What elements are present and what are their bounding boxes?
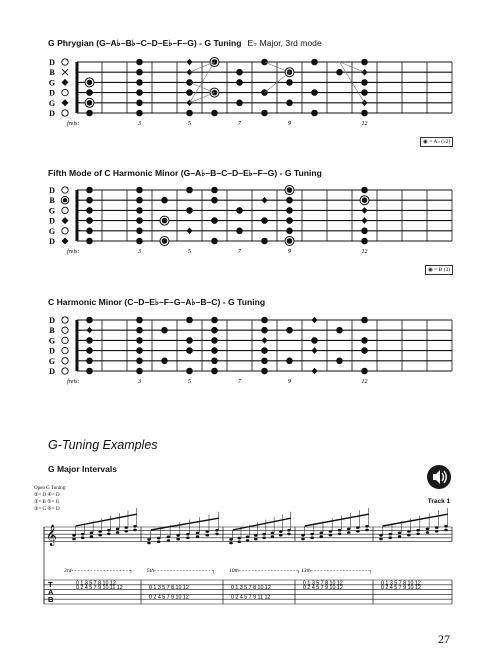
note-head [398, 532, 402, 535]
note-diamond [312, 368, 318, 375]
note-dot [311, 337, 318, 344]
note-dot [186, 89, 193, 96]
speaker-icon [425, 463, 453, 491]
note-dot [261, 110, 268, 117]
tuning-line-1: ①= D ④= D [34, 493, 60, 498]
tuning-line-3: ③= G ⑥= D [34, 507, 60, 512]
note-head [310, 533, 314, 536]
fretboard-1 [49, 58, 452, 128]
open-string-marker [62, 358, 68, 364]
beam [76, 514, 137, 526]
diagram-1-title: G Phrygian (G–A♭–B♭–C–D–E♭–F–G) - G Tuning E♭ Major, 3rd mode [48, 38, 322, 48]
note-head [444, 525, 448, 528]
note-head [133, 529, 137, 532]
note-head [124, 530, 128, 533]
note-dot [211, 187, 218, 194]
tab-letter: B [48, 595, 54, 604]
note-dot [286, 217, 293, 224]
open-string-marker [62, 217, 69, 224]
note-dot [186, 317, 193, 324]
note-head [147, 542, 151, 545]
note-dot [236, 228, 243, 235]
note-dot [161, 327, 168, 334]
note-head [72, 538, 76, 541]
note-dot [361, 317, 368, 324]
note-dot [361, 59, 368, 66]
tuning-heading: Open G Tuning: [34, 486, 67, 491]
highlight-dot [362, 197, 368, 203]
tab-fret-numbers: 0 2 4 5 7 9 10 11 12 [76, 585, 123, 592]
note-head [301, 538, 305, 541]
note-dot [261, 358, 268, 365]
ottava-mark: 13th- - - - - - - - - - - - - - - - - - ┐ [301, 568, 373, 574]
note-dot [86, 368, 93, 375]
tab-fret-numbers: 0 1 3 5 7 8 10 12 [381, 580, 421, 587]
note-head [310, 536, 314, 539]
open-string-marker [62, 238, 69, 245]
diagram-2-title: Fifth Mode of C Harmonic Minor (G–A♭–B–C–D–E♭–F–G) - G Tuning [48, 168, 322, 178]
note-head [319, 532, 323, 535]
note-head [287, 529, 291, 532]
note-dot [136, 69, 143, 76]
note-head [301, 534, 305, 537]
fret-number: 12 [361, 121, 368, 127]
note-dot [361, 89, 368, 96]
note-head [116, 528, 120, 531]
ottava-mark: 10th- - - - - - - - - - - - - - - - - - ┐ [229, 568, 301, 574]
fret-number: 9 [288, 121, 291, 127]
track-label: Track 1 [427, 498, 451, 505]
note-dot [211, 197, 218, 204]
note-dot [286, 327, 293, 334]
note-dot [261, 317, 268, 324]
note-head [246, 536, 250, 539]
fretboard-3 [49, 316, 452, 385]
note-head [167, 539, 171, 542]
open-string-marker [62, 317, 68, 323]
note-dot [311, 110, 318, 117]
note-head [196, 532, 200, 535]
tab-fret-numbers: 0 1 3 5 7 8 10 12 [149, 585, 189, 592]
note-diamond [87, 327, 93, 334]
note-diamond [187, 228, 193, 235]
note-dot [86, 89, 93, 96]
diagram-2-legend: ◉ = B (3) [425, 265, 453, 275]
note-head [435, 526, 439, 529]
note-dot [86, 238, 93, 245]
note-head [416, 529, 420, 532]
note-head [229, 538, 233, 541]
note-dot [211, 317, 218, 324]
open-string-marker [62, 187, 68, 193]
note-dot [286, 207, 293, 214]
note-head [407, 534, 411, 537]
fret-number: 9 [288, 249, 291, 255]
note-head [237, 537, 241, 540]
note-dot [86, 317, 93, 324]
fret-number: 3 [138, 121, 141, 127]
note-head [186, 533, 190, 536]
note-head [116, 531, 120, 534]
note-dot [86, 187, 93, 194]
tab-fret-numbers: 0 2 4 5 7 9 11 12 [231, 594, 271, 601]
note-dot [286, 197, 293, 204]
frets-label: frets: [67, 121, 80, 127]
tab-letter: T [48, 580, 53, 589]
note-head [319, 535, 323, 538]
note-dot [86, 337, 93, 344]
ottava-mark: 5th- - - - - - - - - - - - - - - - - - ┐ [147, 568, 216, 574]
note-dot [136, 238, 143, 245]
note-diamond [312, 317, 318, 324]
note-dot [136, 358, 143, 365]
note-head [205, 534, 209, 537]
note-head [338, 533, 342, 536]
note-head [81, 533, 85, 536]
note-dot [236, 100, 243, 107]
string-label: G [48, 336, 56, 346]
beam [305, 514, 369, 526]
note-dot [211, 327, 218, 334]
note-diamond [187, 59, 193, 66]
string-label: G [48, 98, 56, 108]
note-head [72, 534, 76, 537]
tab-fret-numbers: 0 2 4 5 7 9 10 12 [381, 585, 421, 592]
note-head [329, 534, 333, 537]
note-head [167, 536, 171, 539]
note-head [388, 536, 392, 539]
note-head [407, 530, 411, 533]
note-head [176, 538, 180, 541]
note-head [388, 533, 392, 536]
open-string-marker [62, 207, 68, 213]
note-dot [311, 59, 318, 66]
note-head [329, 530, 333, 533]
open-string-marker [62, 347, 68, 353]
note-head [176, 534, 180, 537]
note-head [271, 532, 275, 535]
note-dot [286, 79, 293, 86]
string-label: G [48, 78, 56, 88]
note-dot [136, 197, 143, 204]
string-label: D [49, 216, 55, 226]
fret-number: 5 [188, 379, 191, 385]
note-head [90, 535, 94, 538]
note-dot [136, 79, 143, 86]
diagram-1-subtitle: E♭ Major, 3rd mode [247, 38, 322, 48]
note-dot [236, 79, 243, 86]
note-dot [136, 317, 143, 324]
note-dot [161, 197, 168, 204]
note-head [271, 535, 275, 538]
fret-number: 7 [238, 249, 241, 255]
string-label: D [49, 237, 55, 246]
note-dot [86, 347, 93, 354]
note-dot [361, 347, 368, 354]
note-dot [86, 110, 93, 117]
note-dot [236, 207, 243, 214]
note-head [124, 526, 128, 529]
note-dot [186, 207, 193, 214]
note-dot [211, 217, 218, 224]
note-dot [361, 368, 368, 375]
string-label: G [48, 226, 56, 236]
tab-fret-numbers: 0 1 3 5 7 8 10 12 [303, 580, 343, 587]
page-number: 27 [438, 632, 450, 646]
note-dot [361, 337, 368, 344]
fret-number: 3 [138, 249, 141, 255]
note-dot [136, 217, 143, 224]
open-string-marker [62, 79, 69, 86]
note-head [107, 529, 111, 532]
note-head [229, 542, 233, 545]
note-head [338, 529, 342, 532]
fret-number: 5 [188, 121, 191, 127]
note-head [254, 538, 258, 541]
note-dot [136, 207, 143, 214]
string-label: B [49, 326, 55, 336]
note-head [98, 530, 102, 533]
note-dot [211, 337, 218, 344]
note-dot [361, 79, 368, 86]
note-head [426, 528, 430, 531]
open-string-marker [62, 59, 68, 65]
note-head [90, 532, 94, 535]
note-head [379, 534, 383, 537]
example-title: G Major Intervals [48, 464, 117, 474]
note-head [356, 530, 360, 533]
note-head [444, 529, 448, 532]
string-label: D [49, 88, 55, 98]
note-head [196, 535, 200, 538]
note-dot [336, 69, 343, 76]
note-head [356, 526, 360, 529]
note-dot [236, 69, 243, 76]
note-dot [86, 358, 93, 365]
note-head [157, 540, 161, 543]
note-dot [136, 187, 143, 194]
note-head [279, 530, 283, 533]
note-dot [86, 197, 93, 204]
note-dot [186, 368, 193, 375]
note-dot [261, 347, 268, 354]
note-dot [86, 207, 93, 214]
note-head [215, 533, 219, 536]
note-head [246, 539, 250, 542]
highlight-dot [162, 238, 168, 244]
note-dot [136, 59, 143, 66]
note-dot [261, 217, 268, 224]
note-dot [361, 187, 368, 194]
note-dot [361, 228, 368, 235]
note-diamond [262, 337, 268, 344]
note-dot [261, 327, 268, 334]
note-dot [86, 217, 93, 224]
note-head [435, 530, 439, 533]
string-label: D [49, 58, 55, 67]
note-dot [161, 358, 168, 365]
string-label: B [49, 196, 55, 206]
note-dot [186, 110, 193, 117]
string-label: D [49, 109, 55, 118]
note-head [237, 540, 241, 543]
diagram-3-title: C Harmonic Minor (C–D–E♭–F–G–A♭–B–C) - G Tuning [48, 297, 266, 307]
tuning-box [34, 485, 67, 513]
highlight-dot [287, 187, 293, 193]
note-head [186, 537, 190, 540]
note-diamond [312, 347, 318, 354]
note-dot [211, 110, 218, 117]
tab-fret-numbers: 0 1 3 5 7 8 10 12 [231, 585, 271, 592]
note-dot [186, 79, 193, 86]
beam [151, 518, 219, 530]
treble-clef-icon: 𝄞 [46, 525, 57, 546]
open-string-marker [62, 89, 68, 95]
note-dot [186, 187, 193, 194]
note-head [133, 525, 137, 528]
note-dot [136, 347, 143, 354]
open-string-marker [62, 228, 68, 234]
note-dot [136, 368, 143, 375]
fret-number: 9 [288, 379, 291, 385]
note-head [157, 537, 161, 540]
note-dot [261, 238, 268, 245]
fret-number: 12 [361, 379, 368, 385]
highlight-dot [87, 80, 93, 86]
ottava-mark: 3rd- - - - - - - - - - - - - - - - - - ┐ [64, 568, 134, 574]
string-label: G [48, 356, 56, 366]
string-label: D [49, 367, 55, 376]
highlight-dot [162, 218, 168, 224]
note-dot [311, 89, 318, 96]
note-dot [136, 110, 143, 117]
note-head [365, 525, 369, 528]
string-label: G [48, 206, 56, 216]
note-head [347, 531, 351, 534]
note-diamond [362, 217, 368, 224]
note-dot [336, 358, 343, 365]
open-string-marker [62, 337, 68, 343]
note-dot [136, 228, 143, 235]
fretboard-2 [49, 186, 452, 256]
tab-fret-numbers: 0 2 4 5 7 9 10 12 [149, 594, 189, 601]
note-dot [286, 358, 293, 365]
note-dot [361, 110, 368, 117]
tab-fret-numbers: 0 1 3 5 7 8 10 12 [76, 580, 116, 587]
note-dot [136, 337, 143, 344]
highlight-dot [287, 238, 293, 244]
diagram-1-legend: ◉ = A♭ (♭2) [420, 137, 453, 147]
note-head [147, 538, 151, 541]
note-head [81, 536, 85, 539]
tab-letter: A [48, 587, 54, 597]
note-head [205, 530, 209, 533]
note-dot [186, 337, 193, 344]
note-dot [86, 228, 93, 235]
note-dot [261, 368, 268, 375]
fret-number: 12 [361, 249, 368, 255]
note-dot [136, 100, 143, 107]
note-dot [136, 89, 143, 96]
note-head [279, 534, 283, 537]
open-string-dot [63, 198, 67, 202]
section-title: G-Tuning Examples [48, 438, 158, 452]
note-dot [286, 100, 293, 107]
note-head [365, 529, 369, 532]
note-diamond [262, 197, 268, 204]
note-head [398, 535, 402, 538]
string-label: D [49, 186, 55, 195]
open-string-marker [62, 368, 68, 374]
note-dot [211, 347, 218, 354]
beam [233, 518, 291, 530]
note-head [416, 533, 420, 536]
note-head [262, 533, 266, 536]
highlight-dot [87, 100, 93, 106]
fret-number: 5 [188, 249, 191, 255]
open-string-marker [62, 327, 68, 333]
note-diamond [362, 207, 368, 214]
frets-label: frets: [67, 379, 80, 385]
open-string-marker [62, 110, 68, 116]
note-dot [286, 228, 293, 235]
note-head [107, 533, 111, 536]
tab-fret-numbers: 0 2 4 5 7 9 10 12 [303, 585, 343, 592]
note-head [347, 528, 351, 531]
frets-label: frets: [67, 249, 80, 255]
note-head [262, 537, 266, 540]
note-head [379, 538, 383, 541]
string-label: B [49, 68, 55, 78]
track-audio-button[interactable] [425, 463, 453, 505]
string-label: D [49, 316, 55, 325]
note-head [426, 531, 430, 534]
string-label: D [49, 346, 55, 356]
note-dot [211, 238, 218, 245]
fret-number: 7 [238, 121, 241, 127]
fret-number: 3 [138, 379, 141, 385]
beam [383, 514, 448, 526]
note-dot [211, 368, 218, 375]
note-dot [211, 358, 218, 365]
note-head [254, 534, 258, 537]
notation-staff [44, 508, 452, 604]
open-string-marker [62, 99, 69, 106]
note-dot [186, 347, 193, 354]
note-dot [136, 327, 143, 334]
note-dot [361, 238, 368, 245]
note-head [287, 533, 291, 536]
note-head [98, 534, 102, 537]
note-dot [336, 327, 343, 334]
note-head [215, 529, 219, 532]
tuning-line-2: ②= B ⑤= G [34, 500, 60, 505]
fret-number: 7 [238, 379, 241, 385]
